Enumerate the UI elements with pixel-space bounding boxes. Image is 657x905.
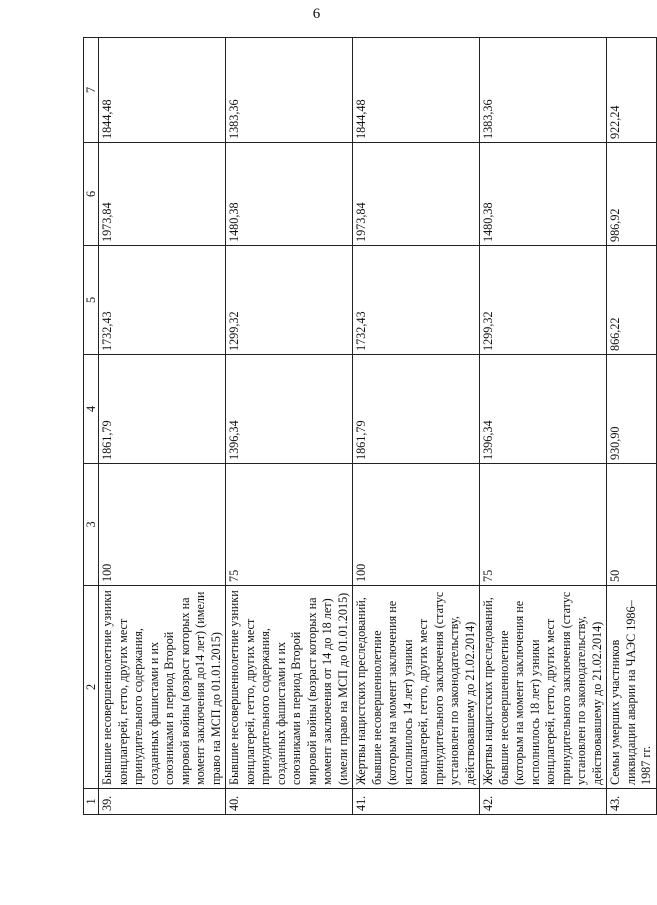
table-row [353,38,480,815]
header-cell: 6 [84,143,99,246]
row-number: 43. [607,789,657,815]
header-cell: 4 [84,355,99,464]
value-cell: 1299,32 [480,246,607,355]
value-cell: 1973,84 [99,143,226,246]
row-description: Жертвы нацистских преследований, бывшие несовершеннолетние (которым на момент заключения не исполнилось 14 лет) узники концлагерей, гетто, других мест принудительного заключения (статус установлен по законодательству, действовавшему до 21.02.2014) [353,586,480,789]
value-cell: 1844,48 [353,38,480,143]
value-cell: 75 [226,464,353,586]
value-cell: 930,90 [607,355,657,464]
value-cell: 1396,34 [226,355,353,464]
value-cell: 1861,79 [99,355,226,464]
value-cell: 922,24 [607,38,657,143]
header-cell: 1 [84,789,99,815]
benefits-table [83,37,657,815]
row-number: 42. [480,789,607,815]
row-number: 39. [99,789,226,815]
value-cell: 866,22 [607,246,657,355]
row-description: Бывшие несовершеннолетние узники концлагерей, гетто, других мест принудительного содержания, созданных фашистами и их союзниками в период Второй мировой войны (возраст которых на момент заключения от 14 до 18 лет) (имели право на МСП до 01.01.2015) [226,586,353,789]
value-cell: 100 [99,464,226,586]
header-cell: 7 [84,38,99,143]
value-cell: 1383,36 [480,38,607,143]
value-cell: 1844,48 [99,38,226,143]
value-cell: 1396,34 [480,355,607,464]
value-cell: 1299,32 [226,246,353,355]
value-cell: 1732,43 [99,246,226,355]
table-row [480,38,607,815]
table-row [226,38,353,815]
value-cell: 1383,36 [226,38,353,143]
value-cell: 986,92 [607,143,657,246]
header-cell: 2 [84,586,99,789]
value-cell: 50 [607,464,657,586]
value-cell: 1861,79 [353,355,480,464]
row-number: 41. [353,789,480,815]
value-cell: 1480,38 [226,143,353,246]
row-description: Семьи умерших участников ликвидации аварии на ЧАЭС 1986–1987 гг. [607,586,657,789]
table-row [99,38,226,815]
rotated-table [83,38,653,815]
row-description: Бывшие несовершеннолетние узники концлагерей, гетто, других мест принудительного содержания, созданных фашистами и их союзниками в период Второй мировой войны (возраст которых на момент заключения до14 лет) (имели право на МСП до 01.01.2015) [99,586,226,789]
value-cell: 1973,84 [353,143,480,246]
table-row [607,38,657,815]
row-number: 40. [226,789,353,815]
row-description: Жертвы нацистских преследований, бывшие несовершеннолетние (которым на момент заключения не исполнилось 18 лет) узники концлагерей, гетто, других мест принудительного заключения (статус установлен по законодательству, действовавшему до 21.02.2014) [480,586,607,789]
page-number: 6 [312,6,321,22]
header-cell: 3 [84,464,99,586]
header-cell: 5 [84,246,99,355]
value-cell: 75 [480,464,607,586]
value-cell: 1732,43 [353,246,480,355]
value-cell: 100 [353,464,480,586]
header-row [84,38,99,815]
value-cell: 1480,38 [480,143,607,246]
